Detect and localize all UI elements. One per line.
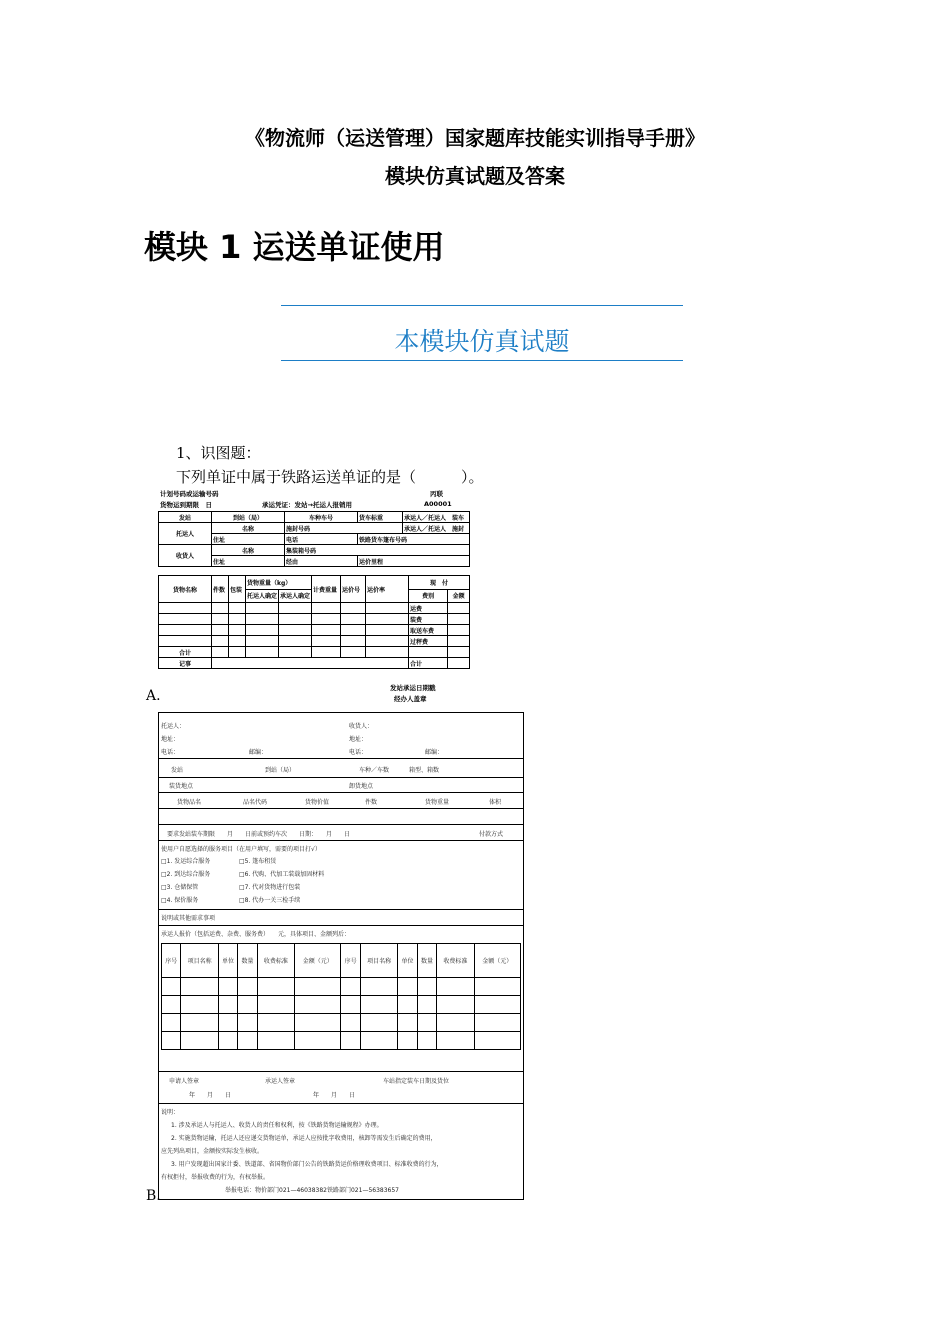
option-b-label: B.: [146, 1188, 161, 1204]
form-b-service-option: □5. 篷布租赁: [239, 858, 277, 865]
form-a-cell: 集装箱号码: [285, 545, 470, 556]
form-a-stamp-label: 发站承运日期戳: [390, 684, 436, 692]
question-text: 下列单证中属于铁路运送单证的是（ ）。: [176, 468, 484, 486]
form-b-text: 年 月 日: [189, 1092, 232, 1099]
form-a-cell: 住址: [212, 534, 285, 545]
form-b-text: 申请人签章: [169, 1078, 200, 1085]
form-a-cell: 记事: [159, 658, 212, 669]
form-b-text: 应先列出项目，金额按实际发生核收。: [161, 1148, 264, 1155]
form-a-cell: 运价里程: [358, 556, 470, 567]
form-a-cell: 件数: [212, 576, 229, 603]
form-b-text: 品名代码: [243, 799, 268, 806]
form-a-cell: 金额: [448, 589, 470, 603]
form-b-cell: 收费标准: [437, 944, 474, 978]
form-b-service-option: □3. 仓储保管: [161, 884, 199, 891]
form-a-voucher: 承运凭证：发站→托运人报销用: [262, 501, 352, 509]
module-heading: 模块 1 运送单证使用: [144, 228, 445, 266]
form-b-text: 地址：: [349, 736, 368, 743]
form-b-fee-table: [161, 943, 521, 1050]
form-a-cell: 经由: [285, 556, 358, 567]
form-b-text: 车种／车数: [359, 767, 390, 774]
form-a-cell: 承运人确定: [279, 589, 312, 603]
form-a-cell: 收货人: [159, 545, 212, 567]
form-b-text: 邮编：: [425, 749, 444, 756]
form-a-goods-table: [158, 575, 470, 669]
form-b-text: 2. 实施货物运输，托运人还应递交货物运单，承运人应按批字收费用，核卸等需发生后确定的费用，: [171, 1135, 437, 1142]
form-b-text: 货物品名: [177, 799, 202, 806]
form-b-services-title: 使用户自愿选择的服务项目（在用户填写，需要的项目打√）: [161, 846, 321, 853]
form-b-text: 电话：: [161, 749, 180, 756]
form-a-cell: 计费重量: [312, 576, 341, 603]
form-b-service-option: □4. 保价服务: [161, 897, 199, 904]
form-b-text: 装货地点: [169, 783, 194, 790]
form-a-cell: 装费: [409, 614, 448, 625]
form-a-cell: 运价率: [366, 576, 409, 603]
form-a-cell: 铁路货车篷布号码: [358, 534, 470, 545]
form-b-cell: 金额（元）: [474, 944, 520, 978]
document-title: 《物流师（运送管理）国家题库技能实训指导手册》: [245, 126, 705, 150]
form-b-cell: 收费标准: [257, 944, 294, 978]
section-heading: 本模块仿真试题: [394, 327, 570, 356]
form-a-cell: 承运人／托运人 施封: [403, 523, 470, 534]
form-b-text: 地址：: [161, 736, 180, 743]
form-b-text: 3. 用户发现超出国家计委、铁道部、省国物价部门公告的铁路货运价格理收费项目、标准收费的行为，: [171, 1161, 443, 1168]
form-b-text: 承运人报价（包括运费、杂费、服务费） 元，具体项目、金额列后：: [161, 931, 351, 938]
form-a-cell: 现 付: [409, 576, 470, 590]
form-b-cell: 单位: [218, 944, 237, 978]
form-a-cell: 运费: [409, 603, 448, 614]
section-top-rule: [281, 305, 683, 306]
form-a-cell: 运价号: [341, 576, 366, 603]
form-a-cell: 取送车费: [409, 625, 448, 636]
form-b-text: 货物价值: [305, 799, 330, 806]
form-b-text: 承运人签章: [265, 1078, 296, 1085]
form-a-railway-waybill: [158, 487, 470, 705]
form-b-text: 托运人：: [161, 723, 186, 730]
form-a-cell: 发站: [159, 512, 212, 523]
form-a-cell: 包装: [229, 576, 246, 603]
form-a-cell: 货物重量（kg）: [246, 576, 312, 590]
form-b-text: 车站指定装车日期及货位: [383, 1078, 450, 1085]
form-b-cell: 数量: [417, 944, 436, 978]
form-b-transport-request: [158, 712, 524, 1200]
form-a-cell: 名称: [212, 523, 285, 534]
form-a-cell: 名称: [212, 545, 285, 556]
form-a-cell: 货车标重: [358, 512, 403, 523]
form-b-service-option: □8. 代办一关三检手续: [239, 897, 301, 904]
form-b-cell: 项目名称: [181, 944, 218, 978]
form-a-cell: 费别: [409, 589, 448, 603]
form-b-service-option: □2. 到达综合服务: [161, 871, 211, 878]
form-b-service-option: □6. 代购、代加工装载加固材料: [239, 871, 325, 878]
form-b-text: 有权拒付，举报收费的行为，有权举报。: [161, 1174, 270, 1181]
form-b-text: 箱型、箱数: [409, 767, 440, 774]
form-b-text: 要求发站装车期限 月 日前或预约车次 日期： 月 日: [167, 831, 351, 838]
question-number: 1、识图题：: [176, 444, 261, 462]
form-b-text: 举报电话：物价部门021—46038382铁路部门021—56383657: [225, 1187, 399, 1194]
document-subtitle: 模块仿真试题及答案: [385, 164, 565, 188]
form-a-cell: 到站（局）: [212, 512, 285, 523]
form-b-text: 邮编：: [249, 749, 268, 756]
form-a-cell: 过秤费: [409, 636, 448, 647]
form-a-plan-number: 计划号码或运输号码: [160, 490, 219, 498]
form-b-cell: 序号: [341, 944, 360, 978]
section-bottom-rule: [281, 360, 683, 361]
form-a-cell: 承运人／托运人 装车: [403, 512, 470, 523]
form-b-text: 说明或其他需求事项: [161, 915, 216, 922]
form-a-header-table: [158, 511, 470, 567]
form-b-text: 体积: [489, 799, 502, 806]
form-b-service-option: □7. 代对货物进行包装: [239, 884, 301, 891]
form-b-text: 付款方式: [479, 831, 504, 838]
form-a-cell: 电话: [285, 534, 358, 545]
form-a-cell: 合计: [159, 647, 212, 658]
form-b-text: 发站: [171, 767, 184, 774]
form-b-service-option: □1. 发运综合服务: [161, 858, 211, 865]
form-b-text: 到站（局）: [265, 767, 296, 774]
form-b-cell: 项目名称: [360, 944, 397, 978]
form-b-cell: 金额（元）: [295, 944, 341, 978]
form-a-cell: 住址: [212, 556, 285, 567]
form-a-cell: 托运人确定: [246, 589, 279, 603]
form-b-text: 件数: [365, 799, 378, 806]
form-a-code: A00001: [424, 500, 452, 508]
form-a-cell: 合计: [409, 658, 448, 669]
form-b-text: 卸货地点: [349, 783, 374, 790]
form-b-text: 电话：: [349, 749, 368, 756]
form-b-text: 1. 涉及承运人与托运人、收货人的责任和权利，按《铁路货物运输规程》办理。: [171, 1122, 383, 1129]
form-b-cell: 单位: [398, 944, 417, 978]
form-b-text: 说明：: [161, 1109, 180, 1116]
option-a-label: A.: [146, 688, 161, 704]
form-b-text: 收货人：: [349, 723, 374, 730]
form-b-text: 年 月 日: [313, 1092, 356, 1099]
form-a-signer-label: 经办人盖章: [394, 695, 427, 703]
form-b-text: 货物重量: [425, 799, 450, 806]
form-a-cell: 货物名称: [159, 576, 212, 603]
form-a-cell: 托运人: [159, 523, 212, 545]
form-b-cell: 序号: [162, 944, 181, 978]
form-a-deadline: 货物运到期限 日: [160, 501, 212, 509]
form-a-copy-label: 丙联: [430, 490, 443, 498]
form-b-cell: 数量: [238, 944, 257, 978]
form-a-cell: 施封号码: [285, 523, 403, 534]
form-a-cell: 车种车号: [285, 512, 358, 523]
